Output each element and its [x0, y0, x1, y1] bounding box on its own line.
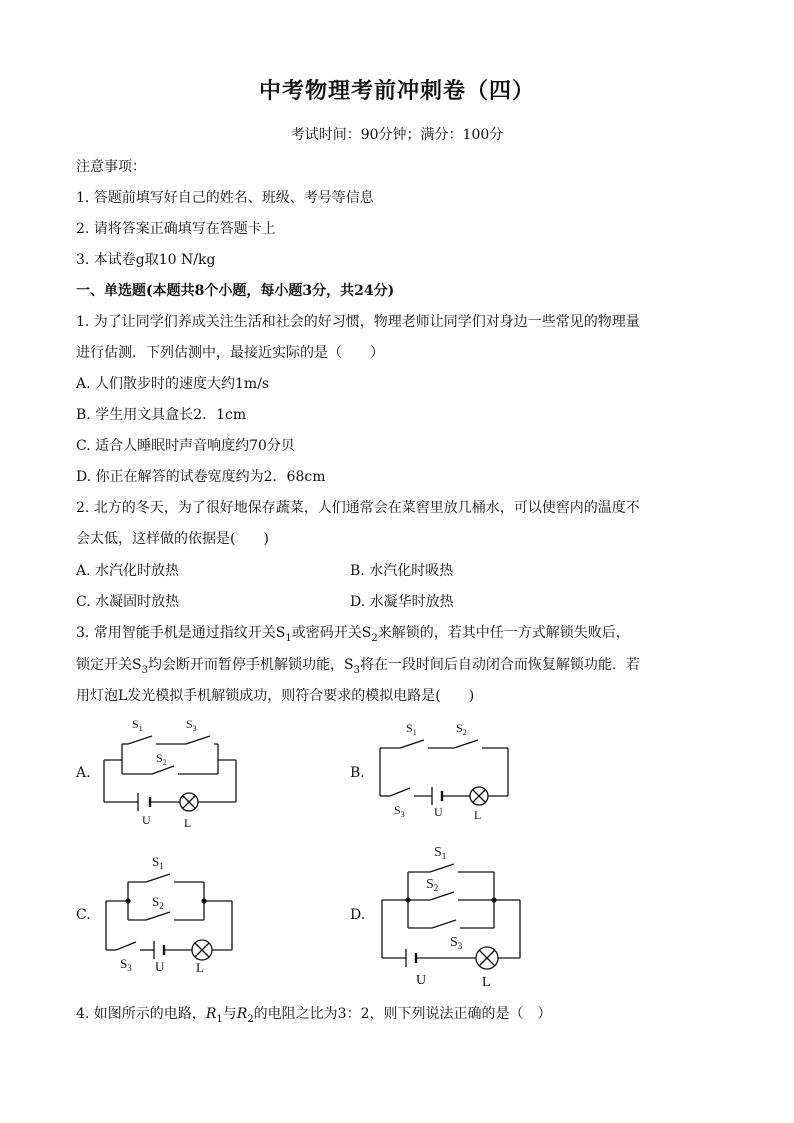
q4-text: 4. 如图所示的电路，: [76, 1006, 206, 1022]
var-r2: R: [236, 1006, 248, 1022]
subscript: 3: [141, 664, 148, 676]
q3-option-b-label: B.: [350, 765, 365, 781]
q3-option-a-label: A.: [76, 765, 91, 781]
q1-option-d: D. 你正在解答的试卷宽度约为2．68cm: [76, 469, 326, 485]
q3-text: 将在一段时间后自动闭合而恢复解锁功能．若: [359, 657, 640, 673]
label-u: U: [142, 813, 151, 827]
label-s1: $S_1$: [152, 854, 164, 871]
q2-option-c: C. 水凝固时放热: [76, 594, 180, 610]
label-s3: $S_3$: [186, 717, 197, 733]
q1-option-b: B. 学生用文具盒长2．1cm: [76, 407, 247, 423]
q2-option-a: A. 水汽化时放热: [76, 563, 180, 579]
label-l: L: [184, 816, 192, 830]
q3-option-d-label: D.: [350, 907, 366, 923]
notice-heading: 注意事项：: [76, 159, 146, 175]
circuit-c-diagram: [100, 852, 240, 974]
q3-stem-line3: 用灯泡L发光模拟手机解锁成功，则符合要求的模拟电路是( ): [76, 688, 475, 704]
q3-text: 锁定开关S: [76, 657, 142, 673]
subscript: 2: [247, 1013, 254, 1025]
subscript: 1: [216, 1013, 223, 1025]
q2-stem-line1: 2. 北方的冬天，为了很好地保存蔬菜，人们通常会在菜窖里放几桶水，可以使窖内的温度不: [76, 500, 640, 516]
subscript: 2: [371, 632, 378, 644]
q3-option-c-label: C.: [76, 907, 91, 923]
exam-info: 考试时间：90分钟；满分：100分: [290, 127, 504, 143]
q4-text: 的电阻之比为3：2，则下列说法正确的是（ ）: [253, 1006, 552, 1022]
label-s3: $S_3$: [120, 956, 132, 973]
q4-text: 与: [222, 1006, 237, 1022]
label-u: U: [416, 973, 427, 988]
label-s1: $S_1$: [434, 845, 447, 861]
q1-option-c: C. 适合人睡眠时声音响度约70分贝: [76, 438, 295, 454]
subscript: 1: [285, 632, 292, 644]
q3-stem-line1: [76, 622, 630, 644]
notice-item-3: 3. 本试卷g取10 N/kg: [76, 252, 216, 268]
label-u: U: [155, 959, 165, 974]
q2-option-b: B. 水汽化时吸热: [350, 563, 454, 579]
circuit-d-diagram: [376, 840, 526, 990]
q1-stem-line1: 1. 为了让同学们养成关注生活和社会的好习惯，物理老师让同学们对身边一些常见的物理量: [76, 314, 640, 330]
q3-text: 或密码开关S: [291, 625, 372, 641]
label-s3: $S_3$: [450, 935, 463, 951]
circuit-b-diagram: [372, 718, 517, 823]
label-l: L: [196, 960, 204, 975]
label-s1: $S_1$: [132, 717, 143, 733]
notice-item-2: 2. 请将答案正确填写在答题卡上: [76, 221, 276, 237]
section-heading: 一、单选题(本题共8个小题，每小题3分，共24分): [76, 283, 395, 299]
q3-text: 3. 常用智能手机是通过指纹开关S: [76, 625, 286, 641]
label-s2: $S_2$: [456, 721, 467, 737]
label-s1: $S_1$: [406, 721, 417, 737]
q2-option-d: D. 水凝华时放热: [350, 594, 454, 610]
label-s2: $S_2$: [426, 877, 439, 893]
label-l: L: [474, 808, 482, 822]
q3-stem-line2: [76, 654, 640, 676]
notice-item-1: 1. 答题前填写好自己的姓名、班级、考号等信息: [76, 190, 374, 206]
q1-option-a: A. 人们散步时的速度大约1m/s: [76, 376, 270, 392]
label-s2: $S_2$: [156, 751, 167, 767]
label-l: L: [482, 975, 491, 990]
q4-stem: [76, 1003, 551, 1025]
exam-title: 中考物理考前冲刺卷（四）: [258, 79, 535, 104]
label-u: U: [434, 805, 443, 819]
circuit-a-diagram: [98, 712, 243, 830]
q1-stem-line2: 进行估测．下列估测中，最接近实际的是（ ）: [76, 345, 384, 361]
q3-text: 来解锁的，若其中任一方式解锁失败后，: [377, 625, 630, 641]
q2-stem-line2: 会太低，这样做的依据是( ): [76, 531, 269, 547]
label-s3: $S_3$: [394, 803, 405, 819]
subscript: 3: [353, 664, 360, 676]
label-s2: $S_2$: [152, 894, 164, 911]
var-r1: R: [205, 1006, 217, 1022]
q3-text: 均会断开而暂停手机解锁功能，S: [147, 657, 354, 673]
